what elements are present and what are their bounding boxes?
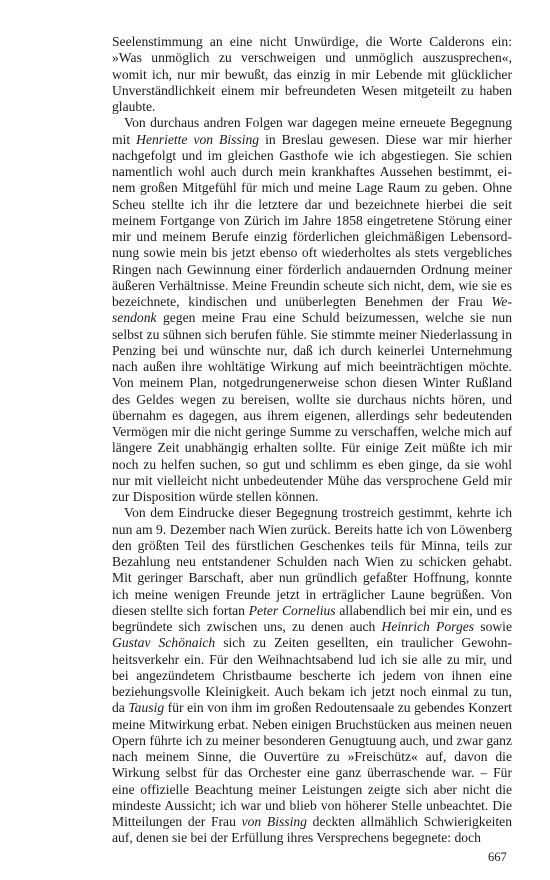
text-run: gegen meine Frau eine Schuld beizumessen, welche sie nun selbst zu sühnen sich berufen fühle. Sie stimmte meiner Niederlassung in Penzing bei und wünschte nur, daß ich durch keinerlei Unternehmung nach außen ihre wohltätige Wirkung auf mich beeinträchtigen möchte. Von meinem Plan, notgedrungenerweise schon diesen Winter Rußland des Geldes wegen zu bereisen, wollte sie durchaus nichts hören, und übernahm es dagegen, aus ihrem eigenen, allerdings sehr bedeutenden Vermögen mir die nicht geringe Summe zu verschaffen, welche mich auf längere Zeit unabhängig erhalten sollte. Für einige Zeit müßte ich mir noch zu helfen suchen, so gut und schlimm es eben ginge, da sie wohl nur mit vielleicht nicht unbedeutender Mühe das versprochene Geld mir zur Disposition würde stellen können. <box>112 310 512 504</box>
text-run: allabendlich bei mir ein, und es begründete sich zwischen uns, zu denen auch <box>112 602 512 634</box>
body-text <box>112 34 512 847</box>
page-number: 667 <box>488 850 507 864</box>
italic-name: Henriette von Bissing <box>136 131 260 147</box>
text-run: sich zu Zeiten gesellten, ein traulicher Gewohnheitsverkehr ein. Für den Weihnachtsabend lud ich sie alle zu mir, und bei angezündetem Christbaume bescherte ich jedem von ihnen eine beziehungsvolle Kleinigkeit. Auch bekam ich jetzt noch einmal zu tun, da <box>112 635 512 716</box>
paragraph <box>112 505 512 846</box>
italic-name: von Bissing <box>241 814 307 829</box>
text-run: in Breslau gewesen. Diese war mir hierher nachgefolgt und im gleichen Gasthofe wie ich abgestiegen. Sie schien namentlich wohl auch durch mein krankhaftes Aussehen bestimmt, einem großen Mitgefühl für mich und meine Lage Raum zu geben. Ohne Scheu stellte ich ihr die letztere dar und bezeichnete hierbei die seit meinem Fortgange von Zürich im Jahre 1858 eingetretene Störung einer mir und meinem Berufe einzig förderlichen gleichmäßigen Lebensordnung sowie mein bis jetzt ebenso oft wiederholtes als stets vergebliches Ringen nach Gewinnung einer förderlich andauernden Ordnung meiner äußeren Verhältnisse. Meine Freundin scheute sich nicht, dem, wie sie es bezeichnete, kindischen und unüberlegten Benehmen der Frau <box>112 131 512 309</box>
italic-name: Heinrich Porges <box>381 619 475 634</box>
text-run: Von durchaus andren Folgen war dagegen meine erneuete Begegnung mit <box>112 115 512 147</box>
italic-name: Peter Cornelius <box>248 602 336 618</box>
paragraph <box>112 34 512 115</box>
paragraph <box>112 115 512 505</box>
italic-name: Gustav Schönaich <box>112 635 216 651</box>
text-run: für ein von ihm im großen Redoutensaale zu gebendes Konzert meine Mitwirkung erbat. Neben einigen Bruchstücken aus meinen neuen Opern führte ich zu meiner besonderen Genugtuung auch, und zwar ganz nach meinem Sinne, die Ouvertüre zu »Freischütz« auf, davon die Wirkung selbst für das Orchester eine ganz überraschende war. – Für eine offizielle Beachtung meiner Leistungen zeigte sich aber nicht die mindeste Aussicht; ich war und blieb von höherer Stelle unbeachtet. Die Mitteilungen der Frau <box>112 700 512 829</box>
italic-name: Wesendonk <box>112 294 512 326</box>
text-run: Seelenstimmung an eine nicht Unwürdige, die Worte Calderons ein: »Was unmöglich zu verschweigen und unmöglich auszusprechen«, womit ich, nur mir bewußt, das einzig in mir Lebende mit glücklicher Unverständlichkeit einem mir befreundeten Wesen mitgeteilt zu haben glaubte. <box>112 34 512 114</box>
italic-name: Tausig <box>128 700 165 716</box>
text-run: deckten allmählich Schwierigkeiten auf, denen sie bei der Erfüllung ihres Versprechens begegnete: doch <box>112 814 513 846</box>
text-run: sowie <box>474 619 512 634</box>
text-run: Von dem Eindrucke dieser Begegnung trostreich gestimmt, kehrte ich nun am 9. Dezember nach Wien zurück. Bereits hatte ich von Löwenberg den größten Teil des fürstlichen Geschenkes teils für Minna, teils zur Bezahlung neu entstandener Schulden nach Wien zu schicken gehabt. Mit geringer Barschaft, aber nun gründlich gefaßter Hoffnung, konnte ich meine wenigen Freunde jetzt in erträglicher Laune begrüßen. Von diesen stellte sich fortan <box>112 505 512 618</box>
